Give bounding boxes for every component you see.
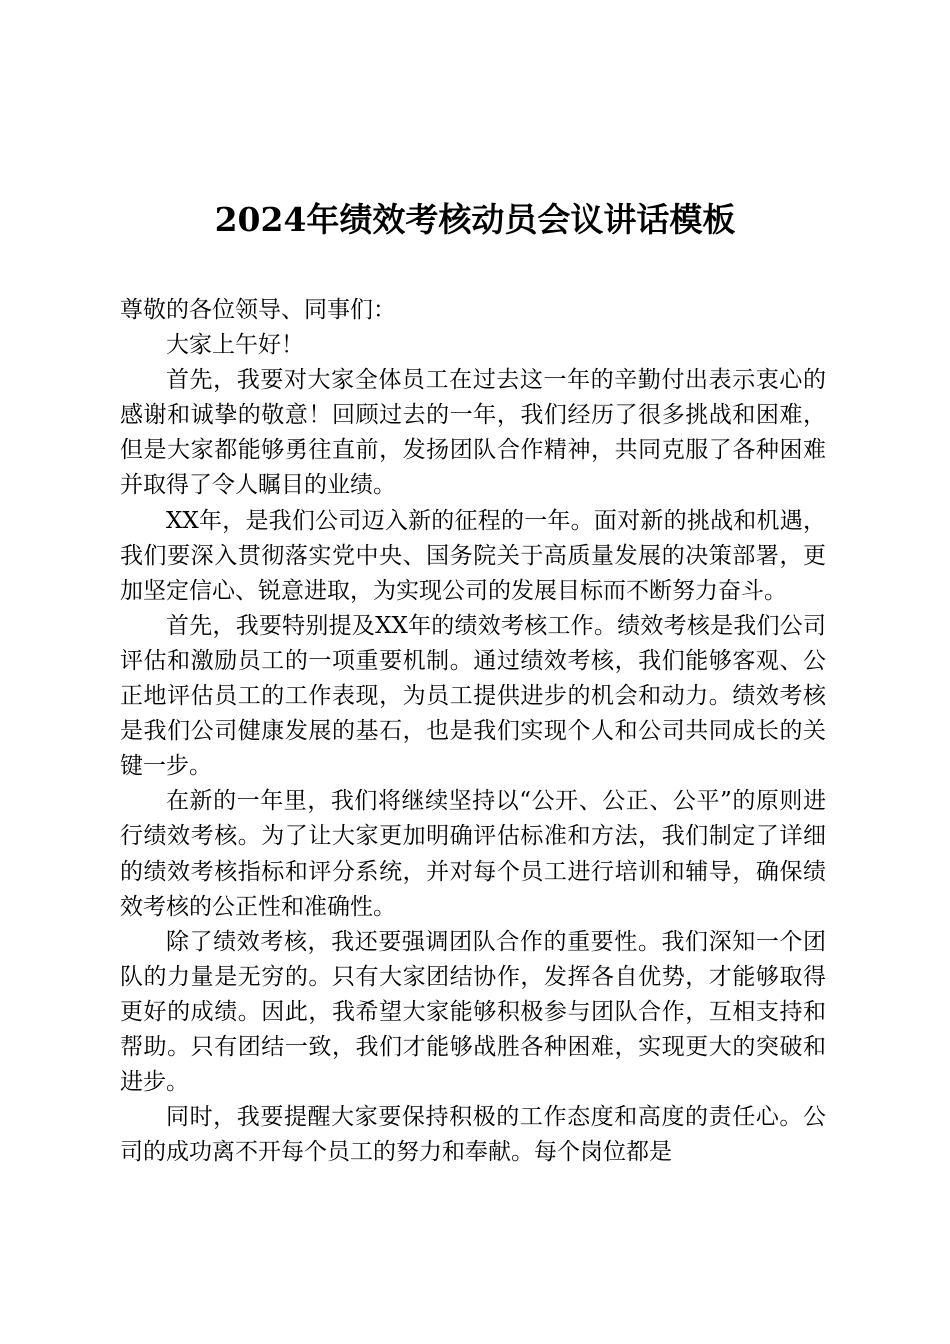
paragraph-thanks: 首先，我要对大家全体员工在过去这一年的辛勤付出表示衷心的感谢和诚挚的敬意！回顾过去的一年，我们经历了很多挑战和困难，但是大家都能够勇往直前，发扬团队合作精神，共同克服了各种困难并取得了令人瞩目的业绩。: [120, 367, 826, 499]
paragraph-attitude: 同时，我要提醒大家要保持积极的工作态度和高度的责任心。公司的成功离不开每个员工的努力和奉献。每个岗位都是: [120, 1104, 826, 1166]
paragraph-teamwork: 除了绩效考核，我还要强调团队合作的重要性。我们深知一个团队的力量是无穷的。只有大家团结协作，发挥各自优势，才能够取得更好的成绩。因此，我希望大家能够积极参与团队合作，互相支持和帮助。只有团结一致，我们才能够战胜各种困难，实现更大的突破和进步。: [120, 928, 826, 1096]
paragraph-principles: 在新的一年里，我们将继续坚持以“公开、公正、公平”的原则进行绩效考核。为了让大家更加明确评估标准和方法，我们制定了详细的绩效考核指标和评分系统，并对每个员工进行培训和辅导，确保绩效考核的公正性和准确性。: [120, 788, 826, 920]
document-body: [120, 293, 826, 1170]
paragraph-greeting: 大家上午好！: [166, 332, 304, 359]
paragraph-performance-review: 首先，我要特别提及XX年的绩效考核工作。绩效考核是我们公司评估和激励员工的一项重要机制。通过绩效考核，我们能够客观、公正地评估员工的工作表现，为员工提供进步的机会和动力。绩效考核是我们公司健康发展的基石，也是我们实现个人和公司共同成长的关键一步。: [120, 612, 826, 780]
salutation: 尊敬的各位领导、同事们：: [120, 297, 396, 323]
paragraph-new-year: XX年，是我们公司迈入新的征程的一年。面对新的挑战和机遇，我们要深入贯彻落实党中央、国务院关于高质量发展的决策部署，更加坚定信心、锐意进取，为实现公司的发展目标而不断努力奋斗。: [120, 507, 826, 604]
document-title: 2024年绩效考核动员会议讲话模板: [214, 200, 736, 239]
